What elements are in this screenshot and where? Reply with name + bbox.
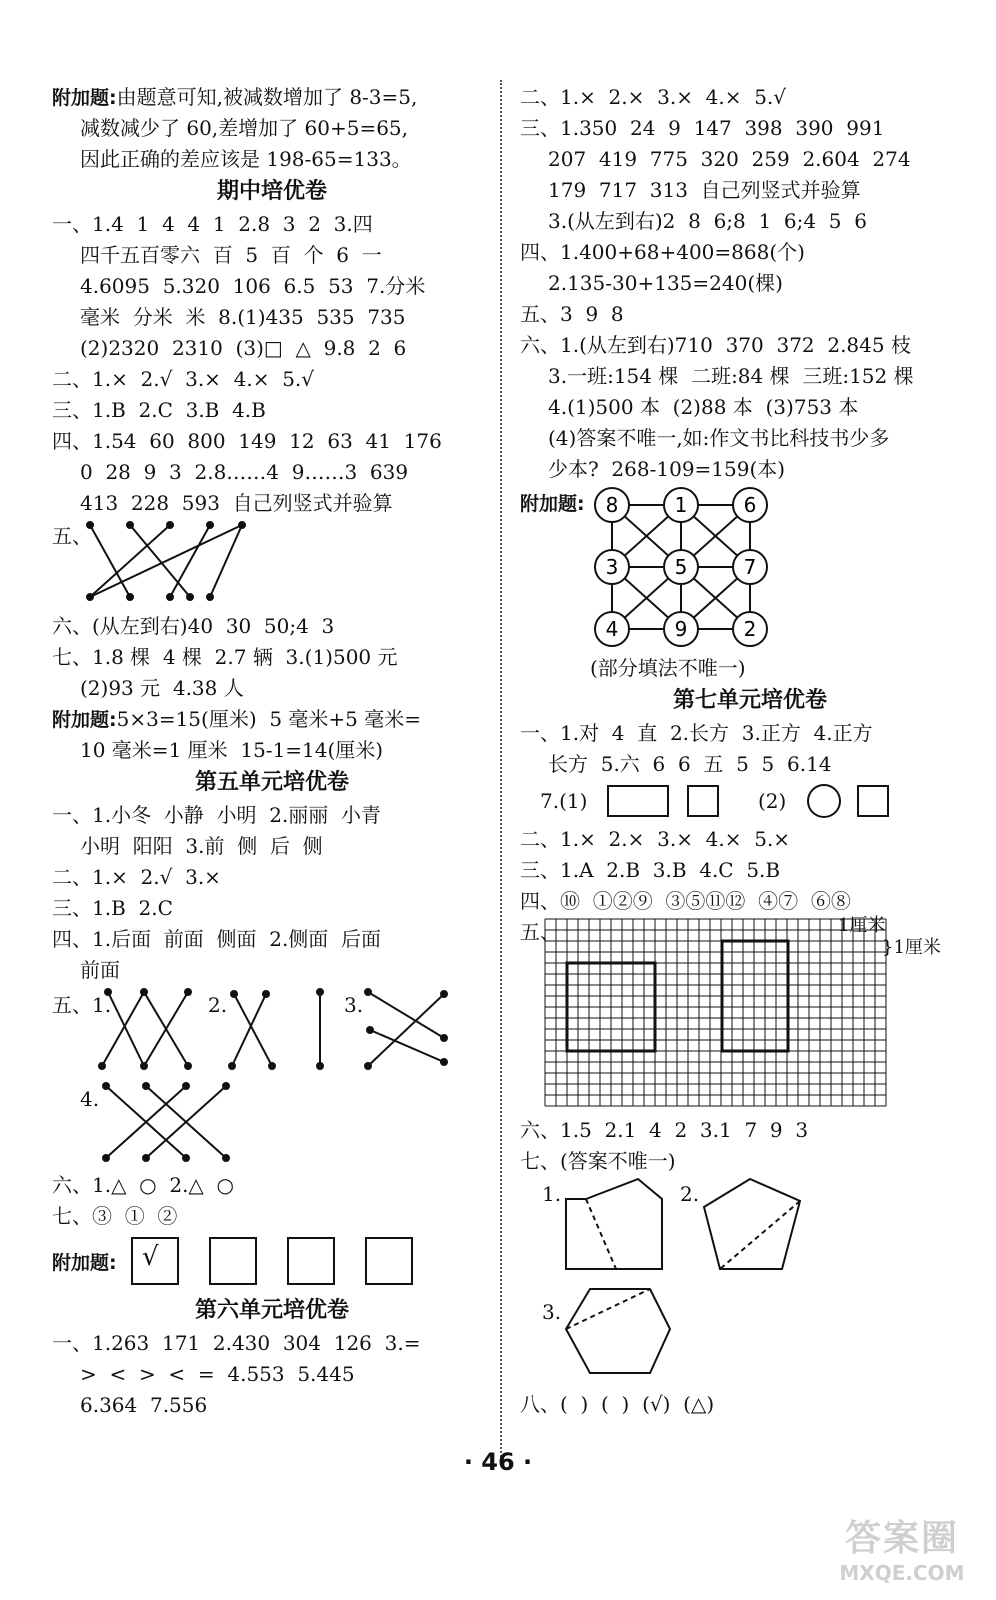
- shape-answers: 7.(1) (2): [520, 780, 980, 824]
- answer-line: (2)93 元 4.38 人: [80, 676, 244, 700]
- magic-square-diagram-icon: [520, 485, 980, 653]
- matching-lines-icon: [52, 986, 492, 1078]
- answer-line: 七、(答案不唯一): [520, 1149, 676, 1173]
- number-grid-figure: 附加题: 8 1 6 3 5 7 4 9 2: [520, 485, 980, 653]
- unit-label: }1厘米: [882, 937, 941, 958]
- page-number: · 46 ·: [463, 1448, 533, 1476]
- answer-line: 四、1.400+68+400=868(个): [520, 240, 805, 264]
- answer-note: (部分填法不唯一): [590, 656, 746, 680]
- answer-line: 4.(1)500 本 (2)88 本 (3)753 本: [548, 395, 859, 419]
- answer-line: 一、1.对 4 直 2.长方 3.正方 4.正方: [520, 721, 873, 745]
- answer-line: 三、1.B 2.C: [52, 896, 173, 920]
- grid-number: 9: [674, 617, 688, 641]
- grid-number: 4: [605, 617, 619, 641]
- unit-label: 1厘米: [838, 915, 886, 936]
- answer-line: 长方 5.六 6 6 五 5 5 6.14: [548, 752, 832, 776]
- answer-line: 179 717 313 自己列竖式并验算: [548, 178, 861, 202]
- answer-boxes-icon: [52, 1232, 492, 1294]
- answer-line: 413 228 593 自己列竖式并验算: [80, 491, 393, 515]
- section-heading-midterm: 期中培优卷: [216, 179, 327, 204]
- answer-line: 毫米 分米 米 8.(1)435 535 735: [80, 305, 406, 329]
- answer-line: 3.(从左到右)2 8 6;8 1 6;4 5 6: [548, 209, 867, 233]
- shapes-icon: [520, 780, 980, 824]
- answer-line: 三、1.350 24 9 147 398 390 991: [520, 116, 885, 140]
- check-mark-icon: √: [142, 1242, 159, 1272]
- answer-line: 五、3 9 8: [520, 302, 624, 326]
- grid-number: 6: [743, 493, 757, 517]
- grid-number: 5: [674, 555, 688, 579]
- answer-line: 三、1.A 2.B 3.B 4.C 5.B: [520, 858, 781, 882]
- answer-line: 一、1.小冬 小静 小明 2.丽丽 小青: [52, 803, 382, 827]
- answer-line: 3.一班:154 棵 二班:84 棵 三班:152 棵: [548, 364, 914, 388]
- extra-question-1: 附加题:由题意可知,被减数增加了 8-3=5,: [52, 85, 418, 109]
- answer-line: 207 419 775 320 259 2.604 274: [548, 147, 911, 171]
- answer-line: 四千五百零六 百 5 百 个 6 一: [80, 243, 382, 267]
- section-heading-unit7: 第七单元培优卷: [672, 688, 827, 713]
- answer-line: 2.135-30+135=240(棵): [548, 271, 783, 295]
- matching-figure-midterm: 五、: [52, 519, 492, 611]
- grid-drawing-figure: 五、 1厘米 }1厘米: [520, 917, 980, 1115]
- answer-line: 四、⑩ ①②⑨ ③⑤⑪⑫ ④⑦ ⑥⑧: [520, 889, 851, 913]
- answer-line: 六、1.5 2.1 4 2 3.1 7 9 3: [520, 1118, 809, 1142]
- answer-line: 六、(从左到右)40 30 50;4 3: [52, 614, 335, 638]
- answer-line: 小明 阳阳 3.前 侧 后 侧: [80, 834, 323, 858]
- section-heading-unit6: 第六单元培优卷: [194, 1298, 349, 1323]
- extra-question-3: 附加题: √: [52, 1232, 492, 1294]
- section-heading-unit5: 第五单元培优卷: [194, 770, 349, 795]
- grid-number: 1: [674, 493, 688, 517]
- answer-line: 六、1.△ ○ 2.△ ○: [52, 1173, 234, 1197]
- left-column: [52, 82, 492, 1421]
- answer-line: 一、1.4 1 4 4 1 2.8 3 2 3.四: [52, 212, 373, 236]
- answer-line: 七、③ ① ②: [52, 1204, 178, 1228]
- grid-number: 3: [605, 555, 619, 579]
- matching-figure-unit5-4: 4.: [52, 1078, 492, 1170]
- matching-lines-icon: [52, 519, 492, 611]
- answer-line: 10 毫米=1 厘米 15-1=14(厘米): [80, 738, 384, 762]
- answer-line: 四、1.后面 前面 侧面 2.侧面 后面: [52, 927, 382, 951]
- answer-line: 三、1.B 2.C 3.B 4.B: [52, 398, 266, 422]
- answer-line: 二、1.× 2.√ 3.× 4.× 5.√: [52, 367, 315, 391]
- answer-line: (4)答案不唯一,如:作文书比科技书少多: [548, 426, 890, 450]
- grid-number: 7: [743, 555, 757, 579]
- grid-number: 2: [743, 617, 757, 641]
- answer-line: 6.364 7.556: [80, 1393, 208, 1417]
- answer-line: > < > < = 4.553 5.445: [80, 1362, 355, 1386]
- answer-line: 减数减少了 60,差增加了 60+5=65,: [80, 116, 409, 140]
- polygon-figures: 1. 2. 3.: [520, 1177, 980, 1389]
- answer-line: 0 28 9 3 2.8……4 9……3 639: [80, 460, 409, 484]
- answer-line: 二、1.× 2.× 3.× 4.× 5.√: [520, 85, 787, 109]
- polygons-icon: [520, 1177, 980, 1389]
- right-column: [520, 82, 980, 1420]
- answer-line: 七、1.8 棵 4 棵 2.7 辆 3.(1)500 元: [52, 645, 398, 669]
- matching-lines-icon: [52, 1078, 492, 1170]
- grid-number: 8: [605, 493, 619, 517]
- matching-figure-unit5: 五、1. 2. 3.: [52, 986, 492, 1078]
- answer-line: (2)2320 2310 (3)□ △ 9.8 2 6: [80, 336, 407, 360]
- extra-question-2: 附加题:5×3=15(厘米) 5 毫米+5 毫米=: [52, 707, 422, 731]
- answer-line: 4.6095 5.320 106 6.5 53 7.分米: [80, 274, 426, 298]
- answer-line: 二、1.× 2.√ 3.×: [52, 865, 221, 889]
- watermark: 答案圈 MXQE.COM: [839, 1518, 965, 1585]
- answer-line: 因此正确的差应该是 198-65=133。: [80, 147, 412, 171]
- answer-line: 少本? 268-109=159(本): [548, 457, 786, 481]
- answer-line: 四、1.54 60 800 149 12 63 41 176: [52, 429, 442, 453]
- answer-line: 前面: [80, 958, 120, 982]
- answer-line: 一、1.263 171 2.430 304 126 3.=: [52, 1331, 421, 1355]
- answer-line: 六、1.(从左到右)710 370 372 2.845 枝: [520, 333, 911, 357]
- answer-line: 二、1.× 2.× 3.× 4.× 5.×: [520, 827, 791, 851]
- column-divider: [500, 80, 502, 1460]
- answer-line: 八、( ) ( ) (√) (△): [520, 1392, 715, 1416]
